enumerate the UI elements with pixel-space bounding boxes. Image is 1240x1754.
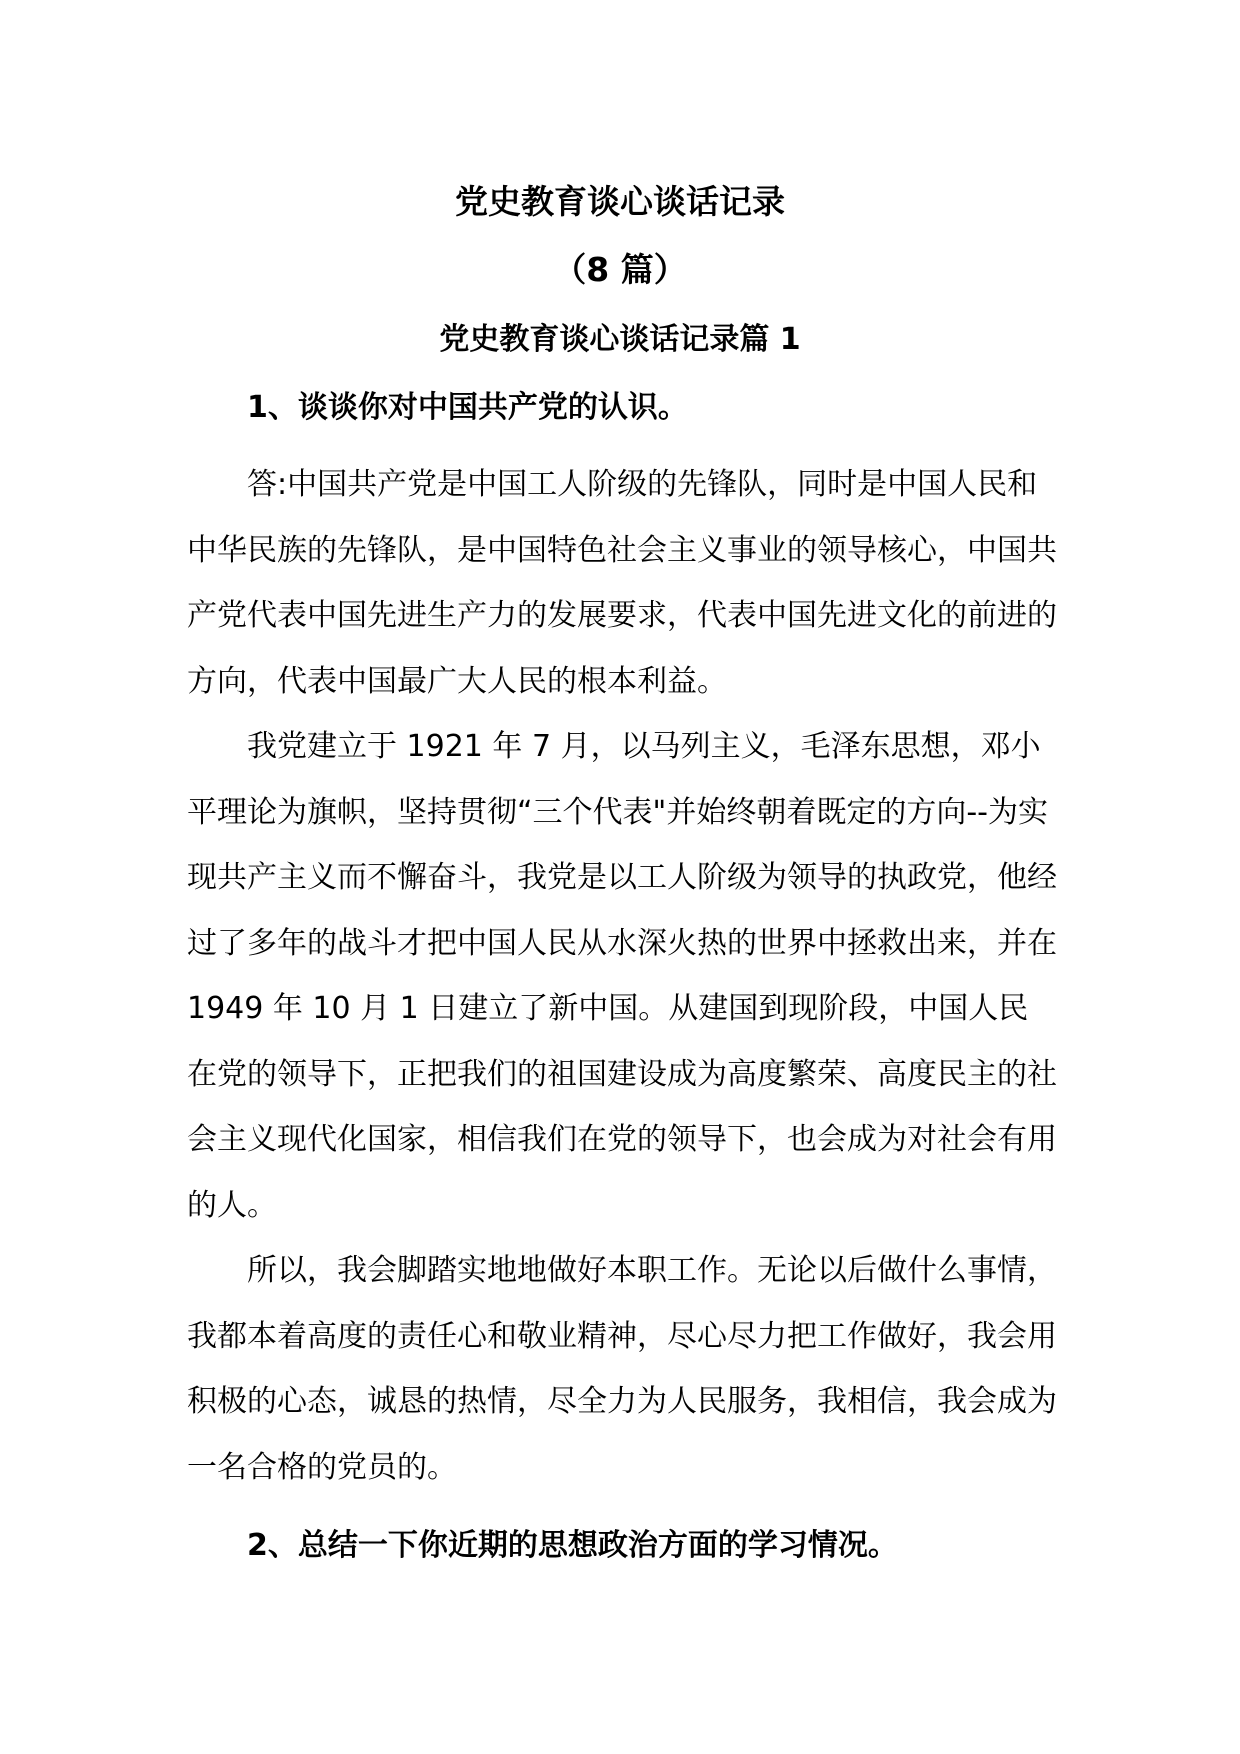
paragraph-party-history: 我党建立于 1921 年 7 月，以马列主义，毛泽东思想，邓小平理论为旗帜，坚持贯彻“三个代表"并始终朝着既定的方向--为实现共产主义而不懈奋斗，我党是以工人阶级为领导的执政党，他经过了多年的战斗才把中国人民从水深火热的世界中拯救出来，并在 1949 年 10 月 1 日建立了新中国。从建国到现阶段，中国人民在党的领导下，正把我们的祖国建设成为高度繁荣、高度民主的社会主义现代化国家，相信我们在党的领导下，也会成为对社会有用的人。	[187, 729, 1057, 1223]
question-heading-1: 1、谈谈你对中国共产党的认识。	[247, 390, 688, 425]
section-title: 党史教育谈心谈话记录篇 1	[439, 322, 801, 357]
question-heading-2: 2、总结一下你近期的思想政治方面的学习情况。	[247, 1528, 898, 1563]
document-body	[187, 388, 1057, 1566]
paragraph-answer: 答:中国共产党是中国工人阶级的先锋队，同时是中国人民和中华民族的先锋队，是中国特色社会主义事业的领导核心，中国共产党代表中国先进生产力的发展要求，代表中国先进文化的前进的方向，代表中国最广大人民的根本利益。	[187, 467, 1057, 699]
document-subtitle: （8 篇）	[553, 250, 687, 289]
paragraph-commitment: 所以，我会脚踏实地地做好本职工作。无论以后做什么事情，我都本着高度的责任心和敬业精神，尽心尽力把工作做好，我会用积极的心态，诚恳的热情，尽全力为人民服务，我相信，我会成为一名合格的党员的。	[187, 1253, 1057, 1485]
document-title: 党史教育谈心谈话记录	[455, 182, 785, 221]
